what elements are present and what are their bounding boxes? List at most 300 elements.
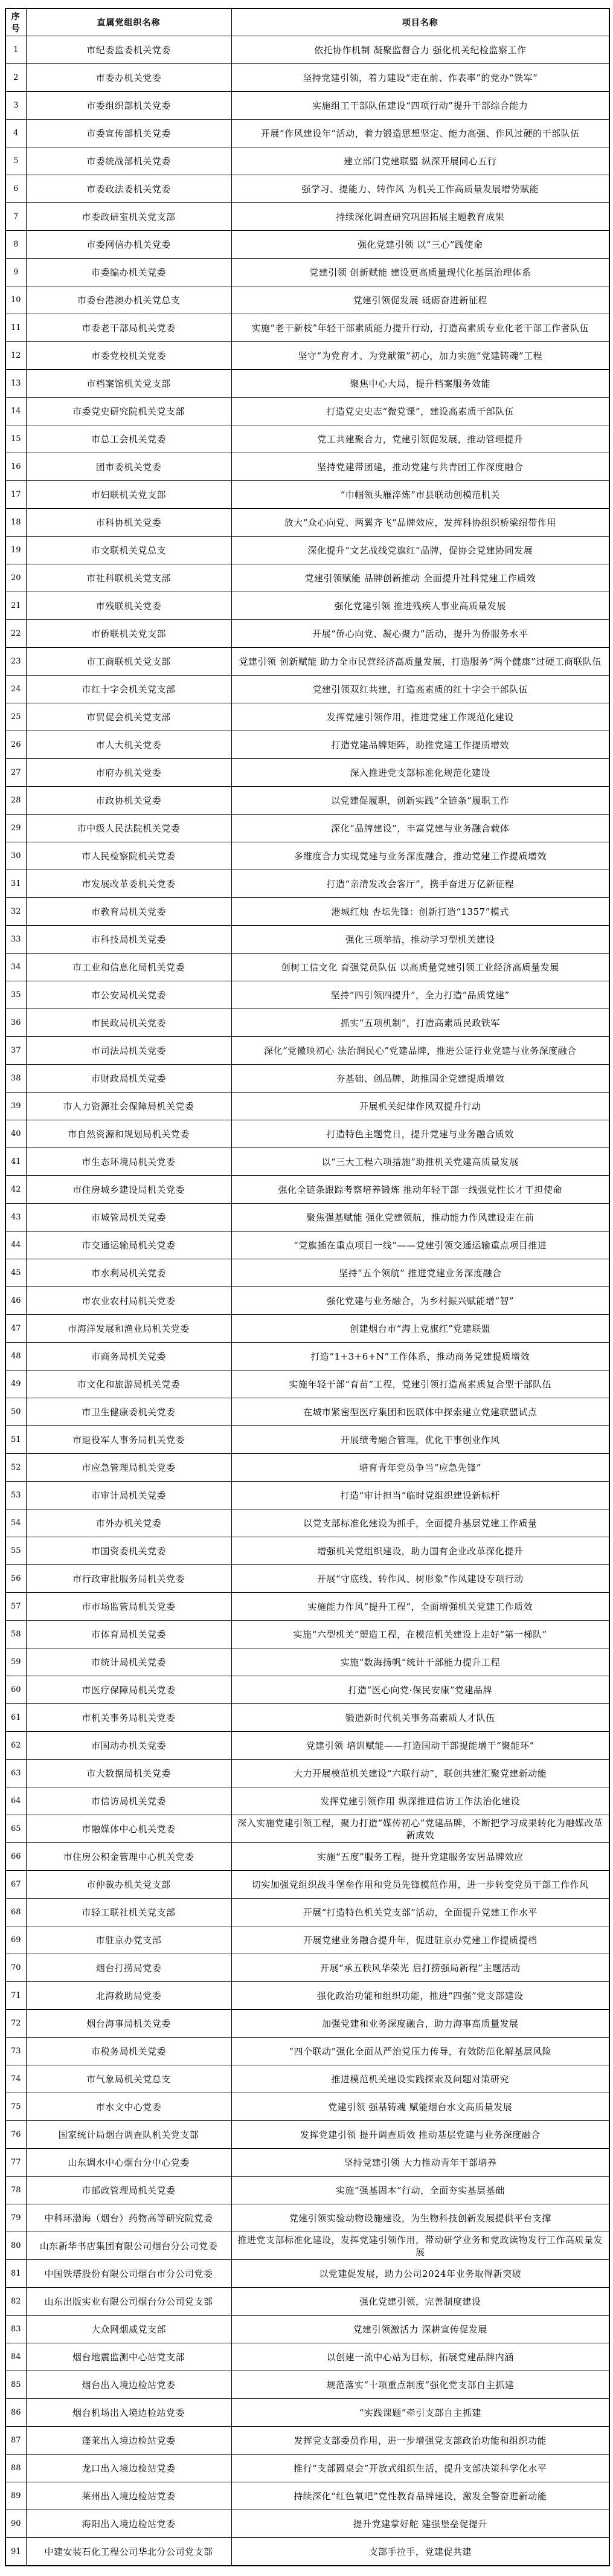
cell-index: 34	[5, 954, 26, 981]
cell-organization: 市驻京办党支部	[26, 1926, 231, 1954]
cell-project: 强化政治功能和组织功能，推进“四强”党支部建设	[231, 1982, 609, 2010]
table-row	[5, 870, 609, 898]
cell-index: 65	[5, 1815, 26, 1843]
cell-organization: 市卫生健康委机关党委	[26, 1398, 231, 1426]
cell-project: 抓实“五项机制”，打造高素质民政铁军	[231, 1009, 609, 1037]
table-row	[5, 676, 609, 703]
cell-project: 深入实施党建引领工程，聚力打造“媒传初心”党建品牌，不断把学习成果转化为融媒改革新成效	[231, 1815, 609, 1843]
cell-index: 87	[5, 2427, 26, 2455]
cell-project: 规范落实“十项重点制度”强化党支部自主抓建	[231, 2371, 609, 2399]
header-project: 项目名称	[231, 8, 609, 36]
cell-organization: 市行政审批服务局机关党委	[26, 1565, 231, 1593]
table-row	[5, 1537, 609, 1565]
cell-organization: 国家统计局烟台调查队机关党支部	[26, 2121, 231, 2149]
cell-project: 强化党建引领，完善制度建设	[231, 2288, 609, 2316]
cell-index: 15	[5, 425, 26, 453]
cell-index: 1	[5, 36, 26, 64]
table-row	[5, 842, 609, 870]
cell-organization: 团市委机关党委	[26, 453, 231, 481]
cell-organization: 市机关事务局机关党委	[26, 1704, 231, 1732]
cell-project: 开展“守底线、转作风、树形象”作风建设专项行动	[231, 1565, 609, 1593]
cell-project: 党建引领赋能 品牌创新推动 全面提升社科党建工作质效	[231, 564, 609, 592]
cell-project: 打造“亲清发改会客厅”，携手奋进万亿新征程	[231, 870, 609, 898]
cell-index: 79	[5, 2204, 26, 2232]
cell-organization: 山东出版实业有限公司烟台分公司党支部	[26, 2288, 231, 2316]
cell-index: 62	[5, 1732, 26, 1760]
table-row	[5, 898, 609, 926]
cell-organization: 莱州出入境边检站党委	[26, 2482, 231, 2510]
table-row	[5, 342, 609, 370]
table-row	[5, 1482, 609, 1509]
projects-table	[5, 8, 610, 2566]
table-row	[5, 2010, 609, 2038]
cell-organization: 中建安装石化工程公司华北分公司党支部	[26, 2538, 231, 2566]
table-row	[5, 1009, 609, 1037]
cell-project: 实施组工干部队伍建设“四项行动”提升干部综合能力	[231, 92, 609, 120]
table-row	[5, 926, 609, 954]
cell-organization: 烟台机场出入境边检站党委	[26, 2399, 231, 2427]
cell-project: 实施“强基固本”行动，全面夯实基层基础	[231, 2177, 609, 2204]
cell-project: 依托协作机制 凝聚监督合力 强化机关纪检监察工作	[231, 36, 609, 64]
table-row	[5, 1315, 609, 1343]
cell-index: 91	[5, 2538, 26, 2566]
cell-index: 25	[5, 703, 26, 731]
cell-project: 在城市紧密型医疗集团和医联体中探索建立党建联盟试点	[231, 1398, 609, 1426]
cell-organization: 市文联机关党总支	[26, 537, 231, 564]
cell-index: 49	[5, 1370, 26, 1398]
cell-index: 73	[5, 2038, 26, 2065]
table-row	[5, 1398, 609, 1426]
table-row	[5, 620, 609, 648]
cell-index: 38	[5, 1065, 26, 1093]
cell-index: 57	[5, 1593, 26, 1621]
cell-project: 强化三项举措，推动学习型机关建设	[231, 926, 609, 954]
table-row	[5, 537, 609, 564]
table-row	[5, 1815, 609, 1843]
cell-index: 4	[5, 120, 26, 147]
cell-organization: 市总工会机关党委	[26, 425, 231, 453]
cell-project: 开展“承五秩风华荣光 启打捞强局新程”主题活动	[231, 1954, 609, 1982]
table-row	[5, 1760, 609, 1787]
cell-index: 14	[5, 398, 26, 425]
cell-project: 开展“打造特色机关党支部”活动，全面提升党建工作水平	[231, 1899, 609, 1926]
table-row	[5, 1204, 609, 1232]
cell-index: 55	[5, 1537, 26, 1565]
cell-project: 放大“众心向党、两翼齐飞”品牌效应，发挥科协组织桥梁纽带作用	[231, 509, 609, 537]
cell-organization: 市委老干部局机关党委	[26, 314, 231, 342]
table-row	[5, 1704, 609, 1732]
cell-index: 10	[5, 286, 26, 314]
cell-project: “巾帼领头雁淬炼”市县联动创模范机关	[231, 481, 609, 509]
cell-index: 43	[5, 1204, 26, 1232]
table-row	[5, 2204, 609, 2232]
cell-index: 51	[5, 1426, 26, 1454]
cell-project: 党建引领双红共建，打造高素质的红十字会干部队伍	[231, 676, 609, 703]
table-row	[5, 120, 609, 147]
cell-organization: 市委党校机关党委	[26, 342, 231, 370]
cell-project: 发挥党支部委员作用，进一步增强党支部政治功能和组织功能	[231, 2427, 609, 2455]
cell-organization: 市商务局机关党委	[26, 1343, 231, 1370]
cell-index: 11	[5, 314, 26, 342]
cell-organization: 山东新华书店集团有限公司烟台分公司党委	[26, 2232, 231, 2260]
cell-project: 实施年轻干部“育苗”工程，党建引领打造高素质复合型干部队伍	[231, 1370, 609, 1398]
cell-organization: 市水利局机关党委	[26, 1259, 231, 1287]
table-row	[5, 2038, 609, 2065]
cell-organization: 市大数据局机关党委	[26, 1760, 231, 1787]
cell-index: 64	[5, 1787, 26, 1815]
table-row	[5, 203, 609, 231]
cell-index: 84	[5, 2343, 26, 2371]
table-row	[5, 259, 609, 286]
cell-index: 5	[5, 147, 26, 175]
cell-index: 68	[5, 1899, 26, 1926]
cell-organization: 市贸促会机关党支部	[26, 703, 231, 731]
cell-index: 27	[5, 759, 26, 787]
cell-index: 24	[5, 676, 26, 703]
table-row	[5, 509, 609, 537]
cell-organization: 市发展改革委机关党委	[26, 870, 231, 898]
cell-project: 培育青年党员争当“应急先锋”	[231, 1454, 609, 1482]
table-row	[5, 1232, 609, 1259]
table-row	[5, 425, 609, 453]
cell-organization: 市人大机关党委	[26, 731, 231, 759]
cell-index: 61	[5, 1704, 26, 1732]
cell-index: 54	[5, 1509, 26, 1537]
cell-project: 实施“五度”服务工程，提升党建服务安居品牌效应	[231, 1843, 609, 1871]
cell-project: 创树工信文化 育强党员队伍 以高质量党建引领工业经济高质量发展	[231, 954, 609, 981]
cell-index: 72	[5, 2010, 26, 2038]
cell-organization: 市国资委机关党委	[26, 1537, 231, 1565]
cell-index: 18	[5, 509, 26, 537]
cell-index: 19	[5, 537, 26, 564]
cell-organization: 市审计局机关党委	[26, 1482, 231, 1509]
cell-project: 强化党建与业务融合，为乡村振兴赋能增“智”	[231, 1287, 609, 1315]
table-row	[5, 1648, 609, 1676]
cell-index: 36	[5, 1009, 26, 1037]
cell-project: 实施“老干新枝”年轻干部素质能力提升行动，打造高素质专业化老干部工作者队伍	[231, 314, 609, 342]
cell-index: 17	[5, 481, 26, 509]
table-row	[5, 2093, 609, 2121]
cell-index: 78	[5, 2177, 26, 2204]
cell-index: 89	[5, 2482, 26, 2510]
cell-organization: 市医疗保障局机关党委	[26, 1676, 231, 1704]
cell-project: 夯基础、创品牌，助推国企党建提质增效	[231, 1065, 609, 1093]
cell-organization: 市委宣传部机关党委	[26, 120, 231, 147]
table-row	[5, 2316, 609, 2343]
cell-index: 42	[5, 1176, 26, 1204]
cell-index: 12	[5, 342, 26, 370]
cell-project: 深入推进党支部标准化规范化建设	[231, 759, 609, 787]
table-row	[5, 2260, 609, 2288]
table-row	[5, 1621, 609, 1648]
cell-project: 深化提升“文艺战线党旗红”品牌，促协会党建协同发展	[231, 537, 609, 564]
cell-index: 30	[5, 842, 26, 870]
cell-project: 强化党建引领 以“三心”践使命	[231, 231, 609, 259]
cell-organization: 市交通运输局机关党委	[26, 1232, 231, 1259]
cell-organization: 市统计局机关党委	[26, 1648, 231, 1676]
cell-organization: 山东调水中心烟台分中心党委	[26, 2149, 231, 2177]
cell-index: 82	[5, 2288, 26, 2316]
table-row	[5, 147, 609, 175]
table-row	[5, 1926, 609, 1954]
cell-project: 以“三大工程六项措施”助推机关党建高质量发展	[231, 1148, 609, 1176]
cell-project: 加强党建和业务深度融合，助力海事高质量发展	[231, 2010, 609, 2038]
cell-index: 46	[5, 1287, 26, 1315]
cell-project: 打造党建品牌矩阵，助推党建工作提质增效	[231, 731, 609, 759]
cell-project: 发挥党建引领作用，推进党建工作规范化建设	[231, 703, 609, 731]
cell-organization: 市委编办机关党委	[26, 259, 231, 286]
table-row	[5, 1982, 609, 2010]
table-row	[5, 1732, 609, 1760]
cell-organization: 市工业和信息化局机关党委	[26, 954, 231, 981]
cell-organization: 市政协机关党委	[26, 787, 231, 815]
table-row	[5, 1787, 609, 1815]
cell-index: 9	[5, 259, 26, 286]
cell-project: “党旗插在重点项目一线”——党建引领交通运输重点项目推进	[231, 1232, 609, 1259]
cell-organization: 市人力资源社会保障局机关党委	[26, 1093, 231, 1120]
table-row	[5, 1037, 609, 1065]
cell-project: 坚持党建带团建，推动党建与共青团工作深度融合	[231, 453, 609, 481]
table-row	[5, 175, 609, 203]
cell-project: 党工共建聚合力，党建引领促发展，推动管理提升	[231, 425, 609, 453]
cell-project: 开展党建业务融合提升年，促进驻京办党建工作提质提档	[231, 1926, 609, 1954]
table-row	[5, 1120, 609, 1148]
cell-organization: 市委政法委机关党委	[26, 175, 231, 203]
cell-index: 33	[5, 926, 26, 954]
cell-project: 聚焦强基赋能 强化党建领航，推动能力作风建设走在前	[231, 1204, 609, 1232]
cell-project: 打造“医心向党·保民安康”党建品牌	[231, 1676, 609, 1704]
table-row	[5, 370, 609, 398]
cell-project: 党建引领 创新赋能 助力全市民营经济高质量发展，打造服务“两个健康”过硬工商联队伍	[231, 648, 609, 676]
cell-organization: 市委台港澳办机关党总支	[26, 286, 231, 314]
cell-organization: 市城管局机关党委	[26, 1204, 231, 1232]
cell-project: 打造“审计担当”临时党组织建设新标杆	[231, 1482, 609, 1509]
cell-organization: 市司法局机关党委	[26, 1037, 231, 1065]
table-row	[5, 648, 609, 676]
cell-index: 71	[5, 1982, 26, 2010]
cell-project: 推进模范机关建设实践探索及问题对策研究	[231, 2065, 609, 2093]
header-organization: 直属党组织名称	[26, 8, 231, 36]
cell-project: 推进党支部标准化建设，发挥党建引领作用，带动研学业务和党政读物发行工作高质量发展	[231, 2232, 609, 2260]
cell-organization: 烟台海事局机关党委	[26, 2010, 231, 2038]
table-row	[5, 2371, 609, 2399]
cell-project: 打造特色主题党日，提升党建与业务融合质效	[231, 1120, 609, 1148]
table-row	[5, 2455, 609, 2482]
table-row	[5, 1509, 609, 1537]
cell-organization: 市税务局机关党委	[26, 2038, 231, 2065]
table-row	[5, 314, 609, 342]
table-row	[5, 2343, 609, 2371]
table-row	[5, 1676, 609, 1704]
cell-index: 47	[5, 1315, 26, 1343]
cell-organization: 北海救助局党委	[26, 1982, 231, 2010]
table-row	[5, 1454, 609, 1482]
cell-project: 坚持党建引领，着力建设“走在前、作表率”的党办“铁军”	[231, 64, 609, 92]
cell-index: 3	[5, 92, 26, 120]
table-row	[5, 453, 609, 481]
cell-index: 44	[5, 1232, 26, 1259]
cell-organization: 龙口出入境边检站党委	[26, 2455, 231, 2482]
table-body	[5, 36, 609, 2566]
cell-project: 创建烟台市“海上党旗红”党建联盟	[231, 1315, 609, 1343]
cell-index: 83	[5, 2316, 26, 2343]
cell-index: 28	[5, 787, 26, 815]
table-row	[5, 64, 609, 92]
cell-organization: 市自然资源和规划局机关党委	[26, 1120, 231, 1148]
table-row	[5, 731, 609, 759]
cell-project: 实施“数海扬帆”统计干部能力提升工程	[231, 1648, 609, 1676]
table-row	[5, 1593, 609, 1621]
cell-organization: 市退役军人事务局机关党委	[26, 1426, 231, 1454]
cell-index: 70	[5, 1954, 26, 1982]
table-row	[5, 1954, 609, 1982]
table-row	[5, 759, 609, 787]
cell-organization: 市水文中心党委	[26, 2093, 231, 2121]
cell-index: 35	[5, 981, 26, 1009]
cell-organization: 市信访局机关党委	[26, 1787, 231, 1815]
cell-organization: 中科环渤海（烟台）药物高等研究院党委	[26, 2204, 231, 2232]
cell-organization: 市侨联机关党支部	[26, 620, 231, 648]
table-row	[5, 787, 609, 815]
table-row	[5, 1259, 609, 1287]
cell-organization: 市国动办机关党委	[26, 1732, 231, 1760]
table-row	[5, 1899, 609, 1926]
cell-project: 开展“作风建设年”活动，着力锻造思想坚定、能力高强、作风过硬的干部队伍	[231, 120, 609, 147]
header-row	[5, 8, 609, 36]
cell-index: 50	[5, 1398, 26, 1426]
cell-organization: 中国铁塔股份有限公司烟台市分公司党委	[26, 2260, 231, 2288]
cell-organization: 市气象局机关党总支	[26, 2065, 231, 2093]
cell-index: 60	[5, 1676, 26, 1704]
cell-index: 45	[5, 1259, 26, 1287]
cell-organization: 市中级人民法院机关党委	[26, 815, 231, 842]
cell-project: 多维度合力实现党建与业务深度融合，推动党建工作提质增效	[231, 842, 609, 870]
cell-organization: 市轻工联社机关党支部	[26, 1899, 231, 1926]
cell-index: 21	[5, 592, 26, 620]
cell-index: 37	[5, 1037, 26, 1065]
cell-project: 持续深化调查研究巩固拓展主题教育成果	[231, 203, 609, 231]
cell-project: 切实加强党组织战斗堡垒作用和党员先锋模范作用，进一步转变党员干部工作作风	[231, 1871, 609, 1899]
table-row	[5, 2232, 609, 2260]
cell-organization: 市人民检察院机关党委	[26, 842, 231, 870]
cell-organization: 烟台打捞局党委	[26, 1954, 231, 1982]
cell-organization: 市委政研室机关党支部	[26, 203, 231, 231]
table-row	[5, 981, 609, 1009]
table-row	[5, 1065, 609, 1093]
table-row	[5, 398, 609, 425]
cell-index: 88	[5, 2455, 26, 2482]
cell-organization: 烟台出入境边检站党委	[26, 2371, 231, 2399]
cell-index: 59	[5, 1648, 26, 1676]
cell-index: 52	[5, 1454, 26, 1482]
cell-organization: 市府办机关党委	[26, 759, 231, 787]
cell-index: 74	[5, 2065, 26, 2093]
cell-index: 8	[5, 231, 26, 259]
table-row	[5, 1843, 609, 1871]
cell-project: 开展机关纪律作风双提升行动	[231, 1093, 609, 1120]
table-header	[5, 8, 609, 36]
cell-index: 16	[5, 453, 26, 481]
cell-index: 6	[5, 175, 26, 203]
cell-project: 坚持党建引领 大力推动青年干部培养	[231, 2149, 609, 2177]
cell-organization: 市应急管理局机关党委	[26, 1454, 231, 1482]
cell-organization: 市体育局机关党委	[26, 1621, 231, 1648]
cell-index: 67	[5, 1871, 26, 1899]
cell-project: 打造“1+3+6+N”工作体系，推动商务党建提质增效	[231, 1343, 609, 1370]
cell-project: 深化“品牌建设”，丰富党建与业务融合载体	[231, 815, 609, 842]
cell-organization: 市生态环境局机关党委	[26, 1148, 231, 1176]
cell-organization: 市外办机关党委	[26, 1509, 231, 1537]
table-row	[5, 1148, 609, 1176]
cell-project: 支部手拉手，党建促共建	[231, 2538, 609, 2566]
cell-organization: 市委统战部机关党委	[26, 147, 231, 175]
table-row	[5, 2121, 609, 2149]
cell-project: 坚守“为党育才、为党献策”初心，加力实施“党建铸魂”工程	[231, 342, 609, 370]
cell-project: 强学习、提能力、转作风 为机关工作高质量发展增势赋能	[231, 175, 609, 203]
cell-project: 党建引领促发展 砥砺奋进新征程	[231, 286, 609, 314]
cell-organization: 市住房城乡建设局机关党委	[26, 1176, 231, 1204]
cell-project: 以党建促履职，创新实践“全链条”履职工作	[231, 787, 609, 815]
cell-organization: 市科协机关党委	[26, 509, 231, 537]
cell-project: 建立部门党建联盟 纵深开展同心五行	[231, 147, 609, 175]
cell-index: 53	[5, 1482, 26, 1509]
table-row	[5, 703, 609, 731]
cell-project: 港城红烛 杏坛先锋：创新打造“1357”模式	[231, 898, 609, 926]
cell-index: 85	[5, 2371, 26, 2399]
cell-project: 强化党建引领 推进残疾人事业高质量发展	[231, 592, 609, 620]
cell-project: 党建引领 培训赋能——打造国动干部提能增干“聚能环”	[231, 1732, 609, 1760]
cell-index: 75	[5, 2093, 26, 2121]
table-row	[5, 231, 609, 259]
table-row	[5, 2399, 609, 2427]
table-row	[5, 286, 609, 314]
cell-index: 31	[5, 870, 26, 898]
table-row	[5, 1343, 609, 1370]
cell-project: “实践课题”牵引支部自主抓建	[231, 2399, 609, 2427]
cell-project: 强化全链条跟踪考察培养锻炼 推动年轻干部一线强党性长才干担使命	[231, 1176, 609, 1204]
cell-project: “四个联动”强化全面从严治党压力传导，有效防范化解基层风险	[231, 2038, 609, 2065]
cell-project: 持续深化“红色氧吧”党性教育品牌建设，激发全警奋进新动能	[231, 2482, 609, 2510]
cell-index: 23	[5, 648, 26, 676]
cell-project: 党建引领 强基铸魂 赋能烟台水文高质量发展	[231, 2093, 609, 2121]
table-row	[5, 2427, 609, 2455]
cell-organization: 市市场监管局机关党委	[26, 1593, 231, 1621]
cell-organization: 市委办机关党委	[26, 64, 231, 92]
cell-index: 32	[5, 898, 26, 926]
table-row	[5, 2510, 609, 2538]
cell-project: 打造党史史志“微党课”，建设高素质干部队伍	[231, 398, 609, 425]
cell-project: 党建引领 创新赋能 建设更高质量现代化基层治理体系	[231, 259, 609, 286]
table-row	[5, 1093, 609, 1120]
cell-project: 提升党建掌好舵 建强堡垒促提升	[231, 2510, 609, 2538]
cell-index: 41	[5, 1148, 26, 1176]
cell-organization: 市仲裁办机关党支部	[26, 1871, 231, 1899]
cell-organization: 市财政局机关党委	[26, 1065, 231, 1093]
cell-index: 56	[5, 1565, 26, 1593]
table-row	[5, 1871, 609, 1899]
cell-project: 大力开展模范机关建设“六联行动”，联创共建汇聚党建新动能	[231, 1760, 609, 1787]
table-row	[5, 2065, 609, 2093]
cell-project: 以党支部标准化建设为抓手，全面提升基层党建工作质量	[231, 1509, 609, 1537]
cell-organization: 蓬莱出入境边检站党委	[26, 2427, 231, 2455]
cell-index: 48	[5, 1343, 26, 1370]
cell-index: 63	[5, 1760, 26, 1787]
cell-project: 推行“支部圆桌会”开放式组织生活，提升支部决策科学化水平	[231, 2455, 609, 2482]
cell-index: 86	[5, 2399, 26, 2427]
cell-organization: 市妇联机关党支部	[26, 481, 231, 509]
cell-index: 20	[5, 564, 26, 592]
cell-project: 实施“六型机关”塑造工程，在模范机关建设上走好“第一梯队”	[231, 1621, 609, 1648]
